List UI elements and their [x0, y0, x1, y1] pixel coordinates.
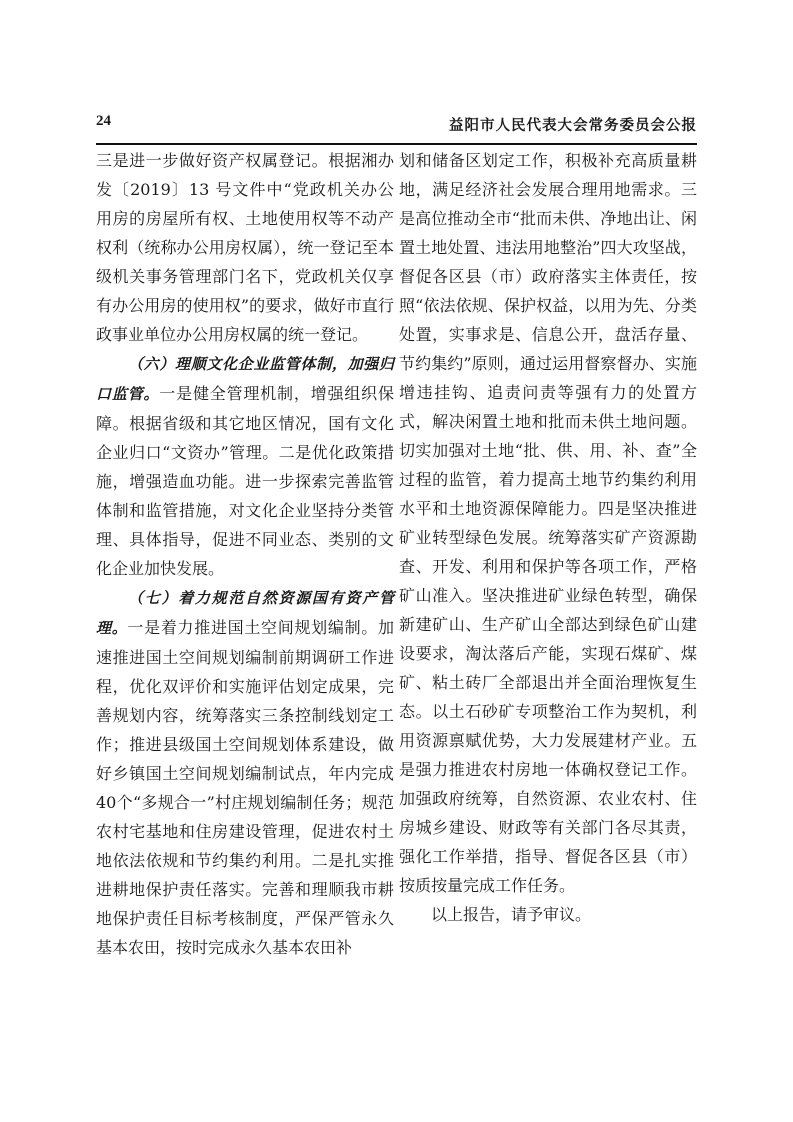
section-body-7: 一是着力推进国土空间规划编制。加速推进国土空间规划编制前期调研工作进程，优化双评价和实施评估划定成果，完善规划内容，统筹落实三条控制线划定工作；推进县级国土空间规划体系建设，做好乡镇国土空间规划编制试点，年内完成40个“多规合一”村庄规划编制任务；规范农村宅基地和住房建设管理，促进农村土地依法依规和节约集约利用。二是扎实推进耕地保护责任落实。完善和理顺我市耕地保护责任目标考核制度，严保严管永久基本农田，按时完成永久基本农田补	[96, 618, 394, 957]
section-body-6: 一是健全管理机制，增强组织保障。根据省级和其它地区情况，国有文化企业归口“文资办”管理。二是优化政策措施，增强造血功能。进一步探索完善监管体制和监管措施，对文化企业坚持分类管理、具体指导，促进不同业态、类别的文化企业加快发展。	[96, 384, 394, 578]
paragraph-continued: 划和储备区划定工作，积极补充高质量耕地，满足经济社会发展合理用地需求。三是高位推动全市“批而未供、净地出让、闲置土地处置、违法用地整治”四大攻坚战，督促各区县（市）政府落实主体责任，按照“依法依规、保护权益，以用为先、分类处置，实事求是、信息公开，盘活存量、节约集约”原则，通过运用督察督办、实施增违挂钩、追责问责等强有力的处置方式，解决闲置土地和批而未供土地问题。切实加强对土地“批、供、用、补、查”全过程的监管，着力提高土地节约集约利用水平和土地资源保障能力。四是坚决推进矿业转型绿色发展。统筹落实矿产资源勘查、开发、利用和保护等各项工作，严格矿山准入。坚决推进矿业绿色转型，确保新建矿山、生产矿山全部达到绿色矿山建设要求，淘汰落后产能，实现石煤矿、煤矿、粘土砖厂全部退出并全面治理恢复生态。以土石砂矿专项整治工作为契机，利用资源禀赋优势，大力发展建材产业。五是强力推进农村房地一体确权登记工作。加强政府统筹，自然资源、农业农村、住房城乡建设、财政等有关部门各尽其责，强化工作举措，指导、督促各区县（市）按质按量完成工作任务。	[399, 151, 697, 895]
section-heading-6: （六）理顺文化企业监管体制，加强归口监管。	[96, 355, 394, 403]
right-column	[399, 146, 697, 929]
paragraph-natural-resources	[96, 583, 394, 962]
section-heading-7: （七）着力规范自然资源国有资产管理。	[96, 589, 394, 637]
paragraph-closing: 以上报告，请予审议。	[431, 905, 592, 924]
left-column	[96, 146, 394, 962]
paragraph-asset-registration: 三是进一步做好资产权属登记。根据湘办发〔2019〕13 号文件中“党政机关办公用房的房屋所有权、土地使用权等不动产权利（统称办公用房权属），统一登记至本级机关事务管理部门名下，党政机关仅享有办公用房的使用权”的要求，做好市直行政事业单位办公用房权属的统一登记。	[96, 151, 394, 344]
page-header	[96, 113, 697, 145]
page-number: 24	[96, 113, 111, 129]
paragraph-cultural-enterprise	[96, 349, 394, 583]
journal-title: 益阳市人民代表大会常务委员会公报	[449, 117, 697, 134]
